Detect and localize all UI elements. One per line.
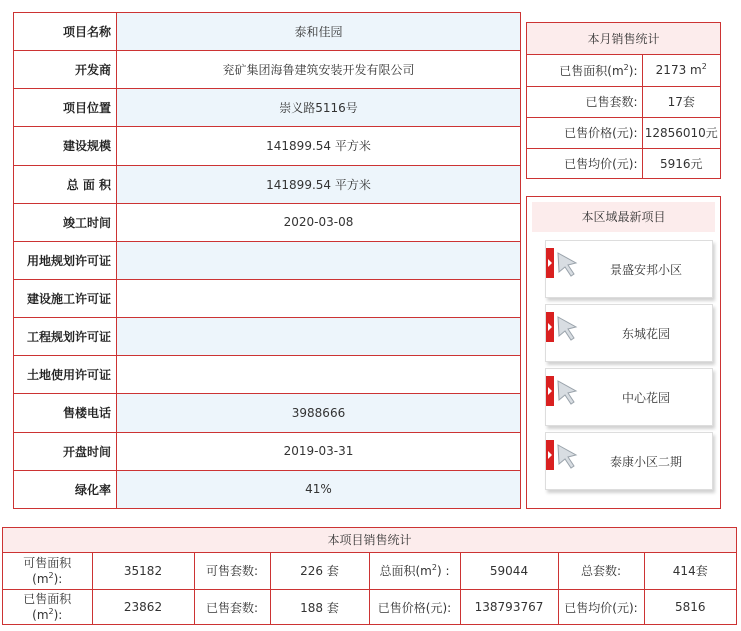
project-sales-stats-panel xyxy=(2,527,737,625)
info-row xyxy=(14,394,521,432)
info-row-label: 竣工时间 xyxy=(14,203,117,241)
info-row-value xyxy=(117,318,521,356)
monthly-avg-price-row xyxy=(527,148,720,179)
info-row-label: 用地规划许可证 xyxy=(14,241,117,279)
info-row xyxy=(14,127,521,165)
sold-area-label: 已售面积 $(m^2)$: xyxy=(3,589,92,625)
info-row-label: 开盘时间 xyxy=(14,432,117,470)
info-row xyxy=(14,356,521,394)
sold-units-value: 188 套 xyxy=(270,589,369,625)
monthly-sold-units-label: 已售套数: xyxy=(527,86,642,117)
monthly-sold-area-row xyxy=(527,55,720,86)
info-row-label: 土地使用许可证 xyxy=(14,356,117,394)
monthly-sold-price-value: 12856010元 xyxy=(642,117,720,148)
info-row-value xyxy=(117,279,521,317)
tab-arrow-icon xyxy=(548,451,552,459)
info-row-value: 2020-03-08 xyxy=(117,203,521,241)
info-row xyxy=(14,318,521,356)
info-row-label: 建设施工许可证 xyxy=(14,279,117,317)
region-latest-projects-title: 本区域最新项目 xyxy=(532,202,715,232)
info-row xyxy=(14,432,521,470)
region-project-name[interactable]: 景盛安邦小区 xyxy=(609,263,682,277)
project-sales-stats-title: 本项目销售统计 xyxy=(3,528,736,553)
total-units-label: 总套数: xyxy=(558,553,644,589)
monthly-sales-table xyxy=(527,55,720,179)
available-area-label: 可售面积 $(m^2)$: xyxy=(3,553,92,589)
monthly-avg-price-value: 5916元 xyxy=(642,148,720,179)
info-row xyxy=(14,13,521,51)
cursor-arrow-icon xyxy=(556,251,580,277)
region-latest-projects-panel xyxy=(526,196,721,509)
info-row-value: 兖矿集团海鲁建筑安装开发有限公司 xyxy=(117,51,521,89)
info-row-value: 141899.54 平方米 xyxy=(117,127,521,165)
info-row-label: 建设规模 xyxy=(14,127,117,165)
region-project-name[interactable]: 东城花园 xyxy=(621,327,670,341)
stats-available-row xyxy=(3,553,736,589)
monthly-sales-panel xyxy=(526,22,721,179)
available-units-label: 可售套数: xyxy=(194,553,270,589)
tab-arrow-icon xyxy=(548,259,552,267)
info-row xyxy=(14,165,521,203)
project-sales-stats-table xyxy=(3,553,736,625)
avg-price-value: 5816 xyxy=(644,589,736,625)
info-row-value: 41% xyxy=(117,470,521,508)
monthly-sold-area-value: 2173 $m^2$ xyxy=(655,62,707,78)
info-row xyxy=(14,279,521,317)
info-row-label: 绿化率 xyxy=(14,470,117,508)
info-row-value: 崇义路5116号 xyxy=(117,89,521,127)
info-row-label: 开发商 xyxy=(14,51,117,89)
monthly-sold-units-value: 17套 xyxy=(642,86,720,117)
info-row xyxy=(14,241,521,279)
monthly-sold-area-label: 已售面积$(m^2)$: xyxy=(527,55,642,86)
total-area-label: 总面积$(m^2)$ : xyxy=(369,553,460,589)
cursor-arrow-icon xyxy=(556,443,580,469)
sold-price-label: 已售价格(元): xyxy=(369,589,460,625)
available-units-value: 226 套 xyxy=(270,553,369,589)
info-row-value xyxy=(117,241,521,279)
cursor-arrow-icon xyxy=(556,379,580,405)
cursor-arrow-icon xyxy=(556,315,580,341)
info-row-value: 2019-03-31 xyxy=(117,432,521,470)
info-row xyxy=(14,89,521,127)
info-row xyxy=(14,203,521,241)
project-info-body xyxy=(14,13,521,509)
info-row-label: 总 面 积 xyxy=(14,165,117,203)
region-project-link[interactable] xyxy=(545,368,713,426)
available-area-value: 35182 xyxy=(92,553,194,589)
sold-price-value: 138793767 xyxy=(460,589,558,625)
sold-area-value: 23862 xyxy=(92,589,194,625)
info-row-label: 工程规划许可证 xyxy=(14,318,117,356)
tab-arrow-icon xyxy=(548,323,552,331)
monthly-avg-price-label: 已售均价(元): xyxy=(527,148,642,179)
total-area-value: 59044 xyxy=(460,553,558,589)
region-project-link[interactable] xyxy=(545,432,713,490)
avg-price-label: 已售均价(元): xyxy=(558,589,644,625)
tab-arrow-icon xyxy=(548,387,552,395)
info-row xyxy=(14,470,521,508)
region-project-name[interactable]: 中心花园 xyxy=(621,391,670,405)
info-row-value xyxy=(117,356,521,394)
project-info-table xyxy=(13,12,521,509)
monthly-sold-price-label: 已售价格(元): xyxy=(527,117,642,148)
info-row-value: 3988666 xyxy=(117,394,521,432)
monthly-sold-price-row xyxy=(527,117,720,148)
region-project-link[interactable] xyxy=(545,304,713,362)
sold-units-label: 已售套数: xyxy=(194,589,270,625)
info-row-label: 项目位置 xyxy=(14,89,117,127)
monthly-sold-units-row xyxy=(527,86,720,117)
info-row-label: 项目名称 xyxy=(14,13,117,51)
total-units-value: 414套 xyxy=(672,564,708,579)
stats-sold-row xyxy=(3,589,736,625)
info-row-label: 售楼电话 xyxy=(14,394,117,432)
region-project-name[interactable]: 泰康小区二期 xyxy=(609,455,682,469)
monthly-sales-title: 本月销售统计 xyxy=(527,23,720,55)
info-row xyxy=(14,51,521,89)
region-project-link[interactable] xyxy=(545,240,713,298)
info-row-value: 141899.54 平方米 xyxy=(117,165,521,203)
info-row-value: 泰和佳园 xyxy=(117,13,521,51)
